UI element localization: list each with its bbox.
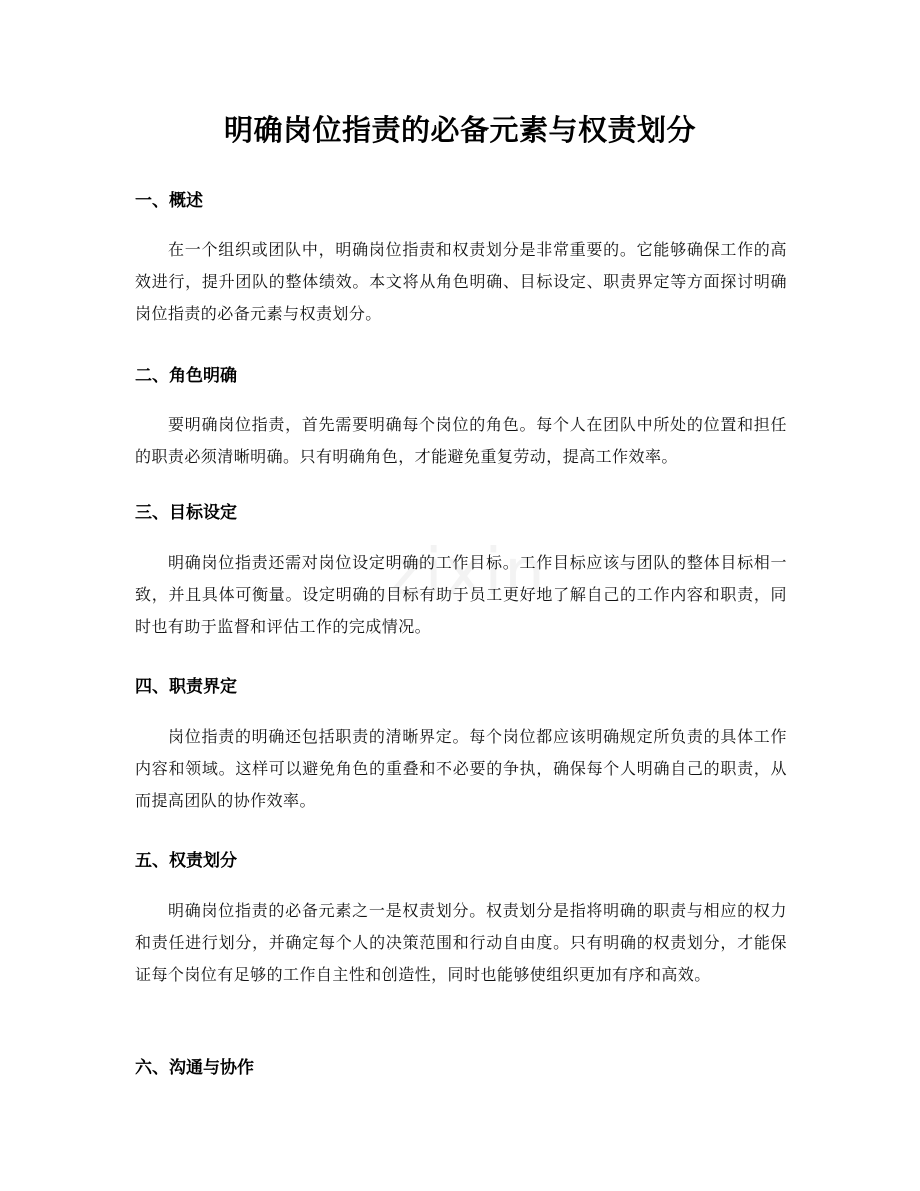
section-body-duty: 岗位指责的明确还包括职责的清晰界定。每个岗位都应该明确规定所负责的具体工作内容和领域。这样可以避免角色的重叠和不必要的争执，确保每个人明确自己的职责，从而提高团队的协作效率。	[135, 727, 787, 810]
section-body-overview: 在一个组织或团队中，明确岗位指责和权责划分是非常重要的。它能够确保工作的高效进行，提升团队的整体绩效。本文将从角色明确、目标设定、职责界定等方面探讨明确岗位指责的必备元素与权责划分。	[135, 240, 787, 323]
section-heading-overview: 一、概述	[135, 191, 203, 211]
section-heading-communication: 六、沟通与协作	[135, 1058, 254, 1078]
section-heading-authority: 五、权责划分	[135, 851, 237, 871]
section-heading-role: 二、角色明确	[135, 366, 237, 386]
section-heading-goal: 三、目标设定	[135, 503, 237, 523]
section-body-role: 要明确岗位指责，首先需要明确每个岗位的角色。每个人在团队中所处的位置和担任的职责必须清晰明确。只有明确角色，才能避免重复劳动，提高工作效率。	[135, 415, 787, 466]
section-heading-duty: 四、职责界定	[135, 677, 237, 697]
document-title: 明确岗位指责的必备元素与权责划分	[223, 113, 696, 147]
watermark: zixin	[389, 536, 547, 610]
section-body-goal: 明确岗位指责还需对岗位设定明确的工作目标。工作目标应该与团队的整体目标相一致，并且具体可衡量。设定明确的目标有助于员工更好地了解自己的工作内容和职责，同时也有助于监督和评估工作的完成情况。	[135, 553, 787, 636]
section-body-authority: 明确岗位指责的必备元素之一是权责划分。权责划分是指将明确的职责与相应的权力和责任进行划分，并确定每个人的决策范围和行动自由度。只有明确的权责划分，才能保证每个岗位有足够的工作自主性和创造性，同时也能够使组织更加有序和高效。	[135, 901, 787, 984]
